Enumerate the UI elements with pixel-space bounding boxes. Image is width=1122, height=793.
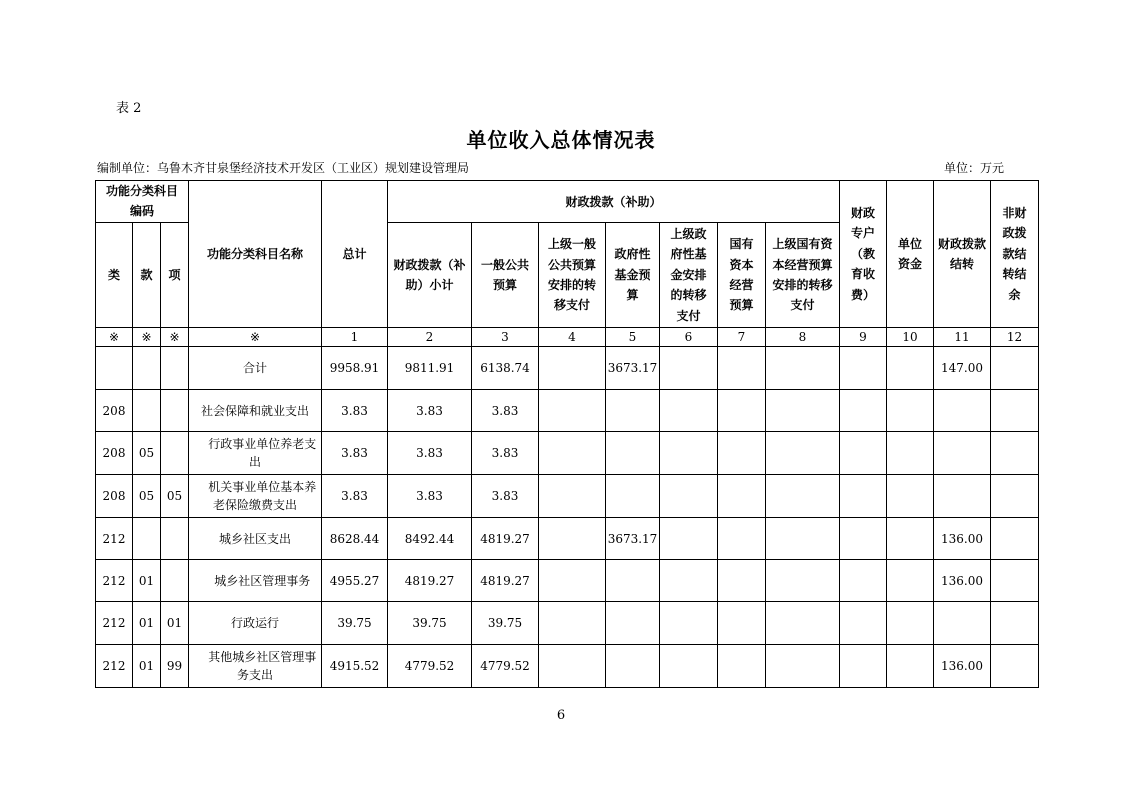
item-name-cell: 其他城乡社区管理事务支出	[189, 645, 322, 688]
amount-cell	[991, 560, 1039, 602]
total-cell: 4955.27	[322, 560, 388, 602]
amount-cell: 3673.17	[606, 347, 660, 390]
amount-cell: 3.83	[388, 432, 472, 475]
amount-cell: 3673.17	[606, 518, 660, 560]
amount-cell	[766, 475, 840, 518]
code-kuan-cell: 05	[133, 475, 161, 518]
table-row	[96, 390, 1039, 432]
header-general-public-budget: 一般公共预算	[472, 223, 539, 328]
amount-cell	[887, 560, 934, 602]
amount-cell	[991, 602, 1039, 645]
code-lei-cell: 212	[96, 602, 133, 645]
header-fiscal-special: 财政专户（教育收费）	[840, 181, 887, 328]
amount-cell	[718, 390, 766, 432]
header-fiscal-carryover: 财政拨款结转	[934, 181, 991, 328]
code-lei-cell: 212	[96, 518, 133, 560]
total-cell: 3.83	[322, 475, 388, 518]
amount-cell	[840, 518, 887, 560]
amount-cell	[718, 645, 766, 688]
column-index-cell: 5	[606, 328, 660, 347]
amount-cell	[991, 390, 1039, 432]
code-kuan-cell	[133, 347, 161, 390]
code-kuan-cell: 01	[133, 645, 161, 688]
column-index-cell: 6	[660, 328, 718, 347]
amount-cell	[887, 602, 934, 645]
column-index-cell: 12	[991, 328, 1039, 347]
code-lei-cell: 208	[96, 390, 133, 432]
code-lei-cell	[96, 347, 133, 390]
amount-cell: 4779.52	[388, 645, 472, 688]
column-index-cell: 7	[718, 328, 766, 347]
table-label: 表 2	[116, 101, 142, 116]
amount-cell: 136.00	[934, 518, 991, 560]
header-xiang: 项	[161, 223, 189, 328]
amount-cell	[539, 560, 606, 602]
header-fiscal-subtotal: 财政拨款（补助）小计	[388, 223, 472, 328]
amount-cell	[766, 602, 840, 645]
amount-cell	[887, 645, 934, 688]
total-cell: 9958.91	[322, 347, 388, 390]
amount-cell: 6138.74	[472, 347, 539, 390]
code-lei-cell: 208	[96, 432, 133, 475]
amount-cell	[606, 475, 660, 518]
amount-cell	[840, 475, 887, 518]
column-index-cell: ※	[96, 328, 133, 347]
amount-cell	[718, 347, 766, 390]
amount-cell: 8492.44	[388, 518, 472, 560]
header-upper-gov-fund-transfer: 上级政府性基金安排的转移支付	[660, 223, 718, 328]
total-cell: 39.75	[322, 602, 388, 645]
amount-cell: 4779.52	[472, 645, 539, 688]
code-xiang-cell: 01	[161, 602, 189, 645]
amount-cell	[766, 390, 840, 432]
header-fiscal-group: 财政拨款（补助）	[388, 181, 840, 223]
table-row	[96, 560, 1039, 602]
amount-cell	[840, 560, 887, 602]
column-index-cell: 9	[840, 328, 887, 347]
column-index-cell: ※	[161, 328, 189, 347]
total-cell: 4915.52	[322, 645, 388, 688]
amount-cell	[660, 475, 718, 518]
table-row	[96, 645, 1039, 688]
header-func-class-name: 功能分类科目名称	[189, 181, 322, 328]
amount-cell: 147.00	[934, 347, 991, 390]
amount-cell	[606, 602, 660, 645]
header-unit-funds: 单位资金	[887, 181, 934, 328]
table-row	[96, 602, 1039, 645]
table-row	[96, 432, 1039, 475]
amount-cell	[718, 602, 766, 645]
header-gov-fund-budget: 政府性基金预算	[606, 223, 660, 328]
amount-cell	[887, 390, 934, 432]
amount-cell	[539, 475, 606, 518]
code-xiang-cell: 05	[161, 475, 189, 518]
amount-cell	[934, 432, 991, 475]
table-row	[96, 518, 1039, 560]
amount-cell	[991, 518, 1039, 560]
amount-cell	[539, 645, 606, 688]
header-total: 总计	[322, 181, 388, 328]
total-cell: 8628.44	[322, 518, 388, 560]
column-index-cell: 8	[766, 328, 840, 347]
code-xiang-cell	[161, 432, 189, 475]
amount-cell	[539, 602, 606, 645]
amount-cell	[718, 432, 766, 475]
amount-cell: 3.83	[472, 475, 539, 518]
column-index-cell: 11	[934, 328, 991, 347]
item-name-cell: 城乡社区管理事务	[189, 560, 322, 602]
amount-cell: 136.00	[934, 560, 991, 602]
amount-cell	[718, 560, 766, 602]
currency-unit: 单位：万元	[944, 161, 1005, 175]
amount-cell	[840, 432, 887, 475]
amount-cell	[766, 432, 840, 475]
amount-cell	[606, 560, 660, 602]
amount-cell	[840, 347, 887, 390]
code-xiang-cell	[161, 347, 189, 390]
total-cell: 3.83	[322, 432, 388, 475]
code-kuan-cell: 01	[133, 602, 161, 645]
header-upper-state-capital-transfer: 上级国有资本经营预算安排的转移支付	[766, 223, 840, 328]
amount-cell	[991, 645, 1039, 688]
header-state-capital: 国有资本经营预算	[718, 223, 766, 328]
amount-cell	[660, 560, 718, 602]
amount-cell	[660, 645, 718, 688]
code-kuan-cell: 05	[133, 432, 161, 475]
amount-cell	[539, 347, 606, 390]
table-row	[96, 475, 1039, 518]
amount-cell	[660, 432, 718, 475]
header-kuan: 款	[133, 223, 161, 328]
table-row	[96, 347, 1039, 390]
code-xiang-cell	[161, 560, 189, 602]
amount-cell	[660, 390, 718, 432]
income-table	[95, 180, 1039, 688]
amount-cell: 3.83	[388, 390, 472, 432]
amount-cell: 9811.91	[388, 347, 472, 390]
header-nonfiscal-carryover: 非财政拨款结转结余	[991, 181, 1039, 328]
amount-cell	[539, 390, 606, 432]
item-name-cell: 城乡社区支出	[189, 518, 322, 560]
item-name-cell: 行政运行	[189, 602, 322, 645]
amount-cell	[606, 432, 660, 475]
item-name-cell: 社会保障和就业支出	[189, 390, 322, 432]
amount-cell: 3.83	[472, 390, 539, 432]
code-lei-cell: 208	[96, 475, 133, 518]
code-xiang-cell: 99	[161, 645, 189, 688]
amount-cell	[887, 475, 934, 518]
compiling-unit: 编制单位：乌鲁木齐甘泉堡经济技术开发区（工业区）规划建设管理局	[97, 161, 470, 175]
code-kuan-cell: 01	[133, 560, 161, 602]
amount-cell: 136.00	[934, 645, 991, 688]
column-index-cell: 1	[322, 328, 388, 347]
amount-cell	[887, 432, 934, 475]
amount-cell	[766, 347, 840, 390]
code-kuan-cell	[133, 518, 161, 560]
amount-cell	[539, 432, 606, 475]
amount-cell	[991, 475, 1039, 518]
amount-cell	[991, 432, 1039, 475]
column-index-cell: ※	[189, 328, 322, 347]
amount-cell: 4819.27	[388, 560, 472, 602]
amount-cell: 3.83	[472, 432, 539, 475]
amount-cell	[766, 518, 840, 560]
column-index-cell: ※	[133, 328, 161, 347]
code-lei-cell: 212	[96, 560, 133, 602]
header-upper-general-transfer: 上级一般公共预算安排的转移支付	[539, 223, 606, 328]
amount-cell	[934, 475, 991, 518]
amount-cell	[887, 518, 934, 560]
code-kuan-cell	[133, 390, 161, 432]
amount-cell	[840, 390, 887, 432]
page-number: 6	[556, 708, 566, 723]
amount-cell	[606, 645, 660, 688]
amount-cell	[606, 390, 660, 432]
amount-cell	[660, 347, 718, 390]
header-func-class-code: 功能分类科目编码	[96, 181, 189, 223]
page-title: 单位收入总体情况表	[466, 128, 656, 152]
item-name-cell: 机关事业单位基本养老保险缴费支出	[189, 475, 322, 518]
code-xiang-cell	[161, 518, 189, 560]
amount-cell	[539, 518, 606, 560]
column-index-row	[96, 328, 1039, 347]
amount-cell	[887, 347, 934, 390]
column-index-cell: 2	[388, 328, 472, 347]
amount-cell	[934, 390, 991, 432]
amount-cell: 4819.27	[472, 560, 539, 602]
header-lei: 类	[96, 223, 133, 328]
amount-cell: 3.83	[388, 475, 472, 518]
amount-cell	[840, 645, 887, 688]
amount-cell: 39.75	[388, 602, 472, 645]
code-lei-cell: 212	[96, 645, 133, 688]
item-name-cell: 合计	[189, 347, 322, 390]
amount-cell	[766, 560, 840, 602]
column-index-cell: 3	[472, 328, 539, 347]
amount-cell: 39.75	[472, 602, 539, 645]
amount-cell	[766, 645, 840, 688]
amount-cell: 4819.27	[472, 518, 539, 560]
amount-cell	[840, 602, 887, 645]
column-index-cell: 4	[539, 328, 606, 347]
amount-cell	[718, 475, 766, 518]
amount-cell	[934, 602, 991, 645]
amount-cell	[991, 347, 1039, 390]
column-index-cell: 10	[887, 328, 934, 347]
total-cell: 3.83	[322, 390, 388, 432]
amount-cell	[718, 518, 766, 560]
amount-cell	[660, 518, 718, 560]
amount-cell	[660, 602, 718, 645]
code-xiang-cell	[161, 390, 189, 432]
item-name-cell: 行政事业单位养老支出	[189, 432, 322, 475]
